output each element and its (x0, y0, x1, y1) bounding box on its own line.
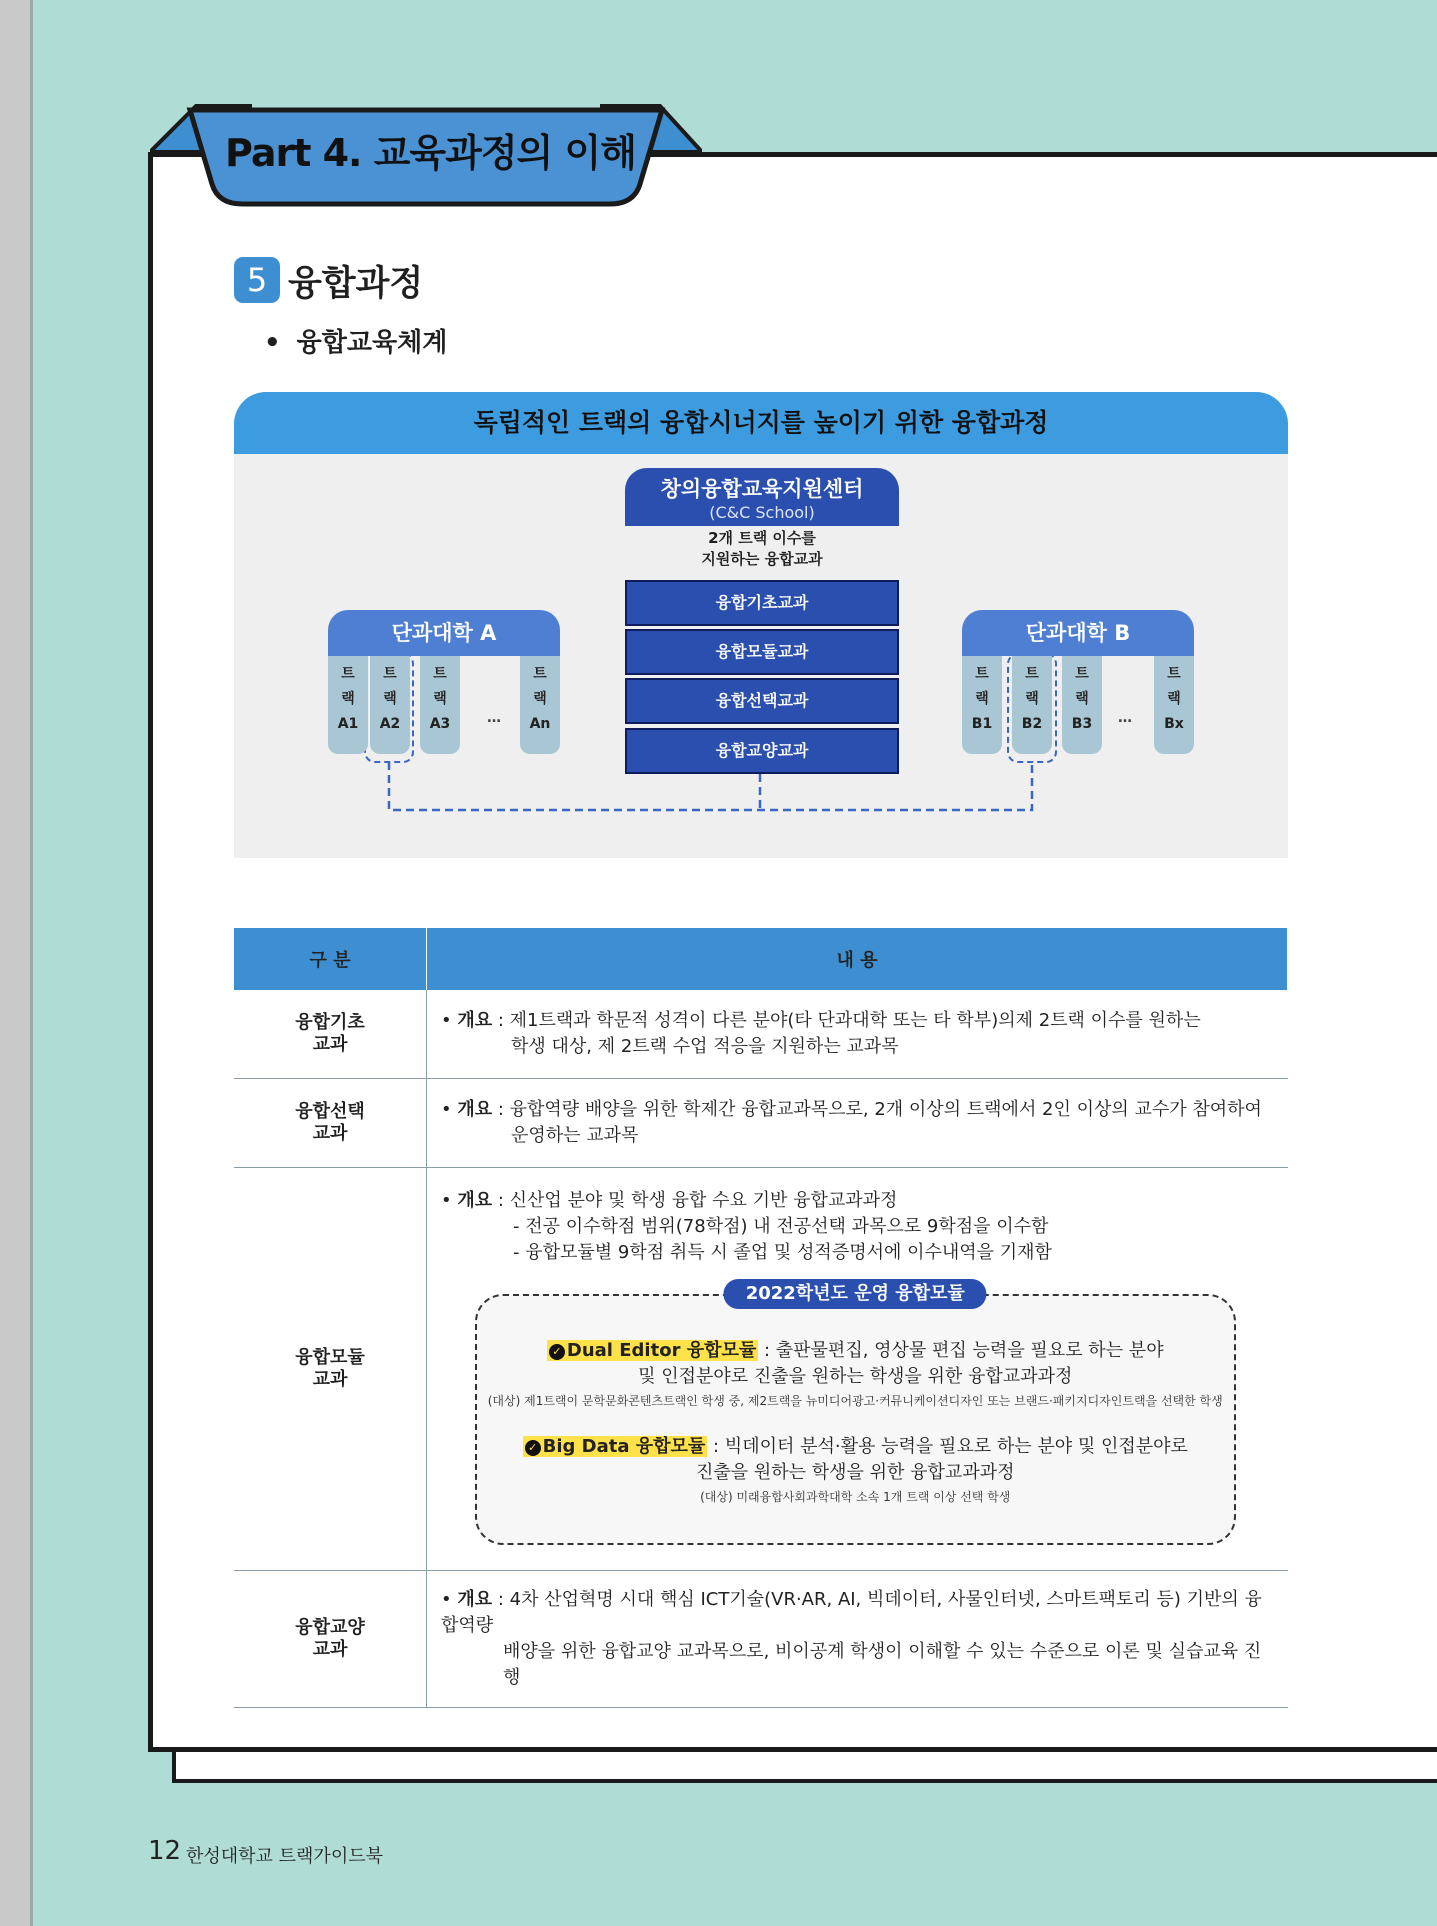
center-subtitle: (C&C School) (709, 503, 815, 522)
content-line: • 개요 : 융합역량 배양을 위한 학제간 융합교과목으로, 2개 이상의 트랙에서 2인 이상의 교수가 참여하여 (441, 1099, 1262, 1120)
check-circle-icon: ✓ (549, 1344, 565, 1360)
row-label-line: 융합모듈 (295, 1347, 365, 1368)
row-content (427, 990, 1288, 1079)
row-label-line: 교과 (312, 1034, 348, 1055)
track-code: B3 (1071, 716, 1093, 732)
content-line: • 개요 : 4차 산업혁명 시대 핵심 ICT기술(VR·AR, AI, 빅데이터, 사물인터넷, 스마트팩토리 등) 기반의 융합역량 (441, 1589, 1262, 1636)
convergence-diagram (234, 392, 1288, 858)
module-1-highlight (547, 1340, 758, 1361)
overview-label: 개요 (457, 1589, 493, 1610)
track-label-char: 트 (975, 666, 989, 682)
section-title: 융합과정 (288, 264, 424, 304)
module-box (475, 1282, 1236, 1545)
content-line: - 전공 이수학점 범위(78학점) 내 전공선택 과목으로 9학점을 이수함 (513, 1215, 1049, 1237)
track-code: A1 (337, 716, 359, 732)
page-number: 12 (148, 1836, 182, 1866)
track-ellipsis: … (1118, 710, 1132, 726)
track-a2 (370, 656, 410, 754)
part-title: Part 4. 교육과정의 이해 (225, 131, 636, 175)
book-title: 한성대학교 트랙가이드북 (186, 1846, 383, 1867)
module-box-title: 2022학년도 운영 융합모듈 (724, 1279, 987, 1309)
track-label-char: 트 (341, 666, 355, 682)
track-label-char: 트 (1025, 666, 1039, 682)
table-row (234, 1571, 1288, 1708)
check-circle-icon: ✓ (525, 1440, 541, 1456)
content-text: : 융합역량 배양을 위한 학제간 융합교과목으로, 2개 이상의 트랙에서 2인 이상의 교수가 참여하여 (492, 1099, 1262, 1120)
content-line: 운영하는 교과목 (511, 1125, 639, 1146)
table-row (234, 1168, 1288, 1571)
module-1-desc: : 출판물편집, 영상물 편집 능력을 필요로 하는 분야 (758, 1339, 1164, 1361)
diagram-banner: 독립적인 트랙의 융합시너지를 높이기 위한 융합과정 (234, 392, 1288, 454)
table-row (234, 990, 1288, 1079)
module-1-target: (대상) 제1트랙이 문학문화콘텐츠트랙인 학생 중, 제2트랙을 뉴미디어광고·커뮤니케이션디자인 또는 브랜드·패키지디자인트랙을 선택한 학생 (487, 1393, 1223, 1408)
content-line: • 개요 : 신산업 분야 및 학생 융합 수요 기반 융합교과과정 (441, 1189, 898, 1211)
track-label-char: 랙 (341, 691, 355, 707)
row-label-line: 교과 (312, 1369, 348, 1390)
track-code: B1 (971, 716, 993, 732)
track-bx (1154, 656, 1194, 754)
row-label (234, 1571, 427, 1708)
content-line: - 융합모듈별 9학점 취득 시 졸업 및 성적증명서에 이수내역을 기재함 (513, 1241, 1052, 1263)
table-header-row (234, 928, 1288, 990)
course-table (234, 928, 1288, 1708)
table-row (234, 1079, 1288, 1168)
page-edge-line (30, 0, 33, 1926)
track-b1 (962, 656, 1002, 754)
track-label-char: 랙 (975, 691, 989, 707)
content-line: 배양을 위한 융합교양 교과목으로, 비이공계 학생이 이해할 수 있는 수준으로 이론 및 실습교육 진행 (503, 1641, 1262, 1688)
module-1-line (477, 1338, 1234, 1364)
track-label-char: 트 (1167, 666, 1181, 682)
column-header: 내 용 (427, 928, 1288, 990)
track-label-char: 랙 (433, 691, 447, 707)
track-code: A3 (429, 716, 451, 732)
course-box-elective: 융합선택교과 (625, 678, 899, 724)
college-b-header: 단과대학 B (962, 610, 1194, 656)
content-text: : 신산업 분야 및 학생 융합 수요 기반 융합교과과정 (492, 1189, 898, 1211)
course-box-basic: 융합기초교과 (625, 580, 899, 626)
track-label-char: 트 (383, 666, 397, 682)
track-label-char: 트 (433, 666, 447, 682)
track-code: A2 (379, 716, 401, 732)
module-2-desc-line-2: 진출을 원하는 학생을 위한 융합교과과정 (696, 1461, 1015, 1483)
row-label (234, 990, 427, 1079)
section-bullet: • 융합교육체계 (264, 322, 447, 359)
course-box-module: 융합모듈교과 (625, 629, 899, 675)
center-note-line-1: 2개 트랙 이수를 (708, 529, 816, 547)
module-2-line (477, 1434, 1234, 1460)
row-content (427, 1168, 1288, 1571)
module-2-name: Big Data 융합모듈 (542, 1435, 706, 1457)
module-1-name: Dual Editor 융합모듈 (566, 1339, 757, 1361)
center-note (625, 528, 899, 570)
overview-label: 개요 (457, 1189, 493, 1211)
column-header: 구 분 (234, 928, 427, 990)
row-content (427, 1571, 1288, 1708)
track-code: Bx (1164, 716, 1184, 732)
track-an (520, 656, 560, 754)
row-label-line: 교과 (312, 1123, 348, 1144)
center-note-line-2: 지원하는 융합교과 (701, 550, 823, 568)
module-2-target: (대상) 미래융합사회과학대학 소속 1개 트랙 이상 선택 학생 (700, 1489, 1011, 1504)
track-label-char: 랙 (1025, 691, 1039, 707)
track-b3 (1062, 656, 1102, 754)
track-label-char: 트 (1075, 666, 1089, 682)
track-label-char: 랙 (383, 691, 397, 707)
track-ellipsis: … (487, 710, 501, 726)
track-code: B2 (1021, 716, 1043, 732)
content-line: • 개요 : 제1트랙과 학문적 성격이 다른 분야(타 단과대학 또는 타 학부)의제 2트랙 이수를 원하는 (441, 1010, 1201, 1031)
course-box-liberal: 융합교양교과 (625, 728, 899, 774)
row-label-line: 융합선택 (295, 1101, 365, 1122)
row-content (427, 1079, 1288, 1168)
center-title: 창의융합교육지원센터 (660, 477, 864, 501)
track-label-char: 랙 (533, 691, 547, 707)
track-label-char: 트 (533, 666, 547, 682)
row-label-line: 융합교양 (295, 1617, 365, 1638)
content-text: : 4차 산업혁명 시대 핵심 ICT기술(VR·AR, AI, 빅데이터, 사물인터넷, 스마트팩토리 등) 기반의 융합역량 (441, 1589, 1262, 1636)
section-number-badge: 5 (234, 257, 280, 303)
overview-label: 개요 (457, 1010, 493, 1031)
module-2-highlight (523, 1436, 708, 1457)
module-2-desc: : 빅데이터 분석·활용 능력을 필요로 하는 분야 및 인접분야로 (707, 1435, 1188, 1457)
track-a3 (420, 656, 460, 754)
module-1-desc-line-2: 및 인접분야로 진출을 원하는 학생을 위한 융합교과과정 (638, 1365, 1073, 1387)
track-b2 (1012, 656, 1052, 754)
track-code: An (529, 716, 551, 732)
content-line: 학생 대상, 제 2트랙 수업 적응을 지원하는 교과목 (511, 1036, 899, 1057)
row-label (234, 1168, 427, 1571)
row-label-line: 교과 (312, 1639, 348, 1660)
center-header (625, 468, 899, 526)
page-edge-strip (0, 0, 32, 1926)
track-a1 (328, 656, 368, 754)
college-a-header: 단과대학 A (328, 610, 560, 656)
content-text: : 제1트랙과 학문적 성격이 다른 분야(타 단과대학 또는 타 학부)의제 2트랙 이수를 원하는 (492, 1010, 1201, 1031)
overview-label: 개요 (457, 1099, 493, 1120)
track-label-char: 랙 (1075, 691, 1089, 707)
row-label (234, 1079, 427, 1168)
track-label-char: 랙 (1167, 691, 1181, 707)
row-label-line: 융합기초 (295, 1012, 365, 1033)
